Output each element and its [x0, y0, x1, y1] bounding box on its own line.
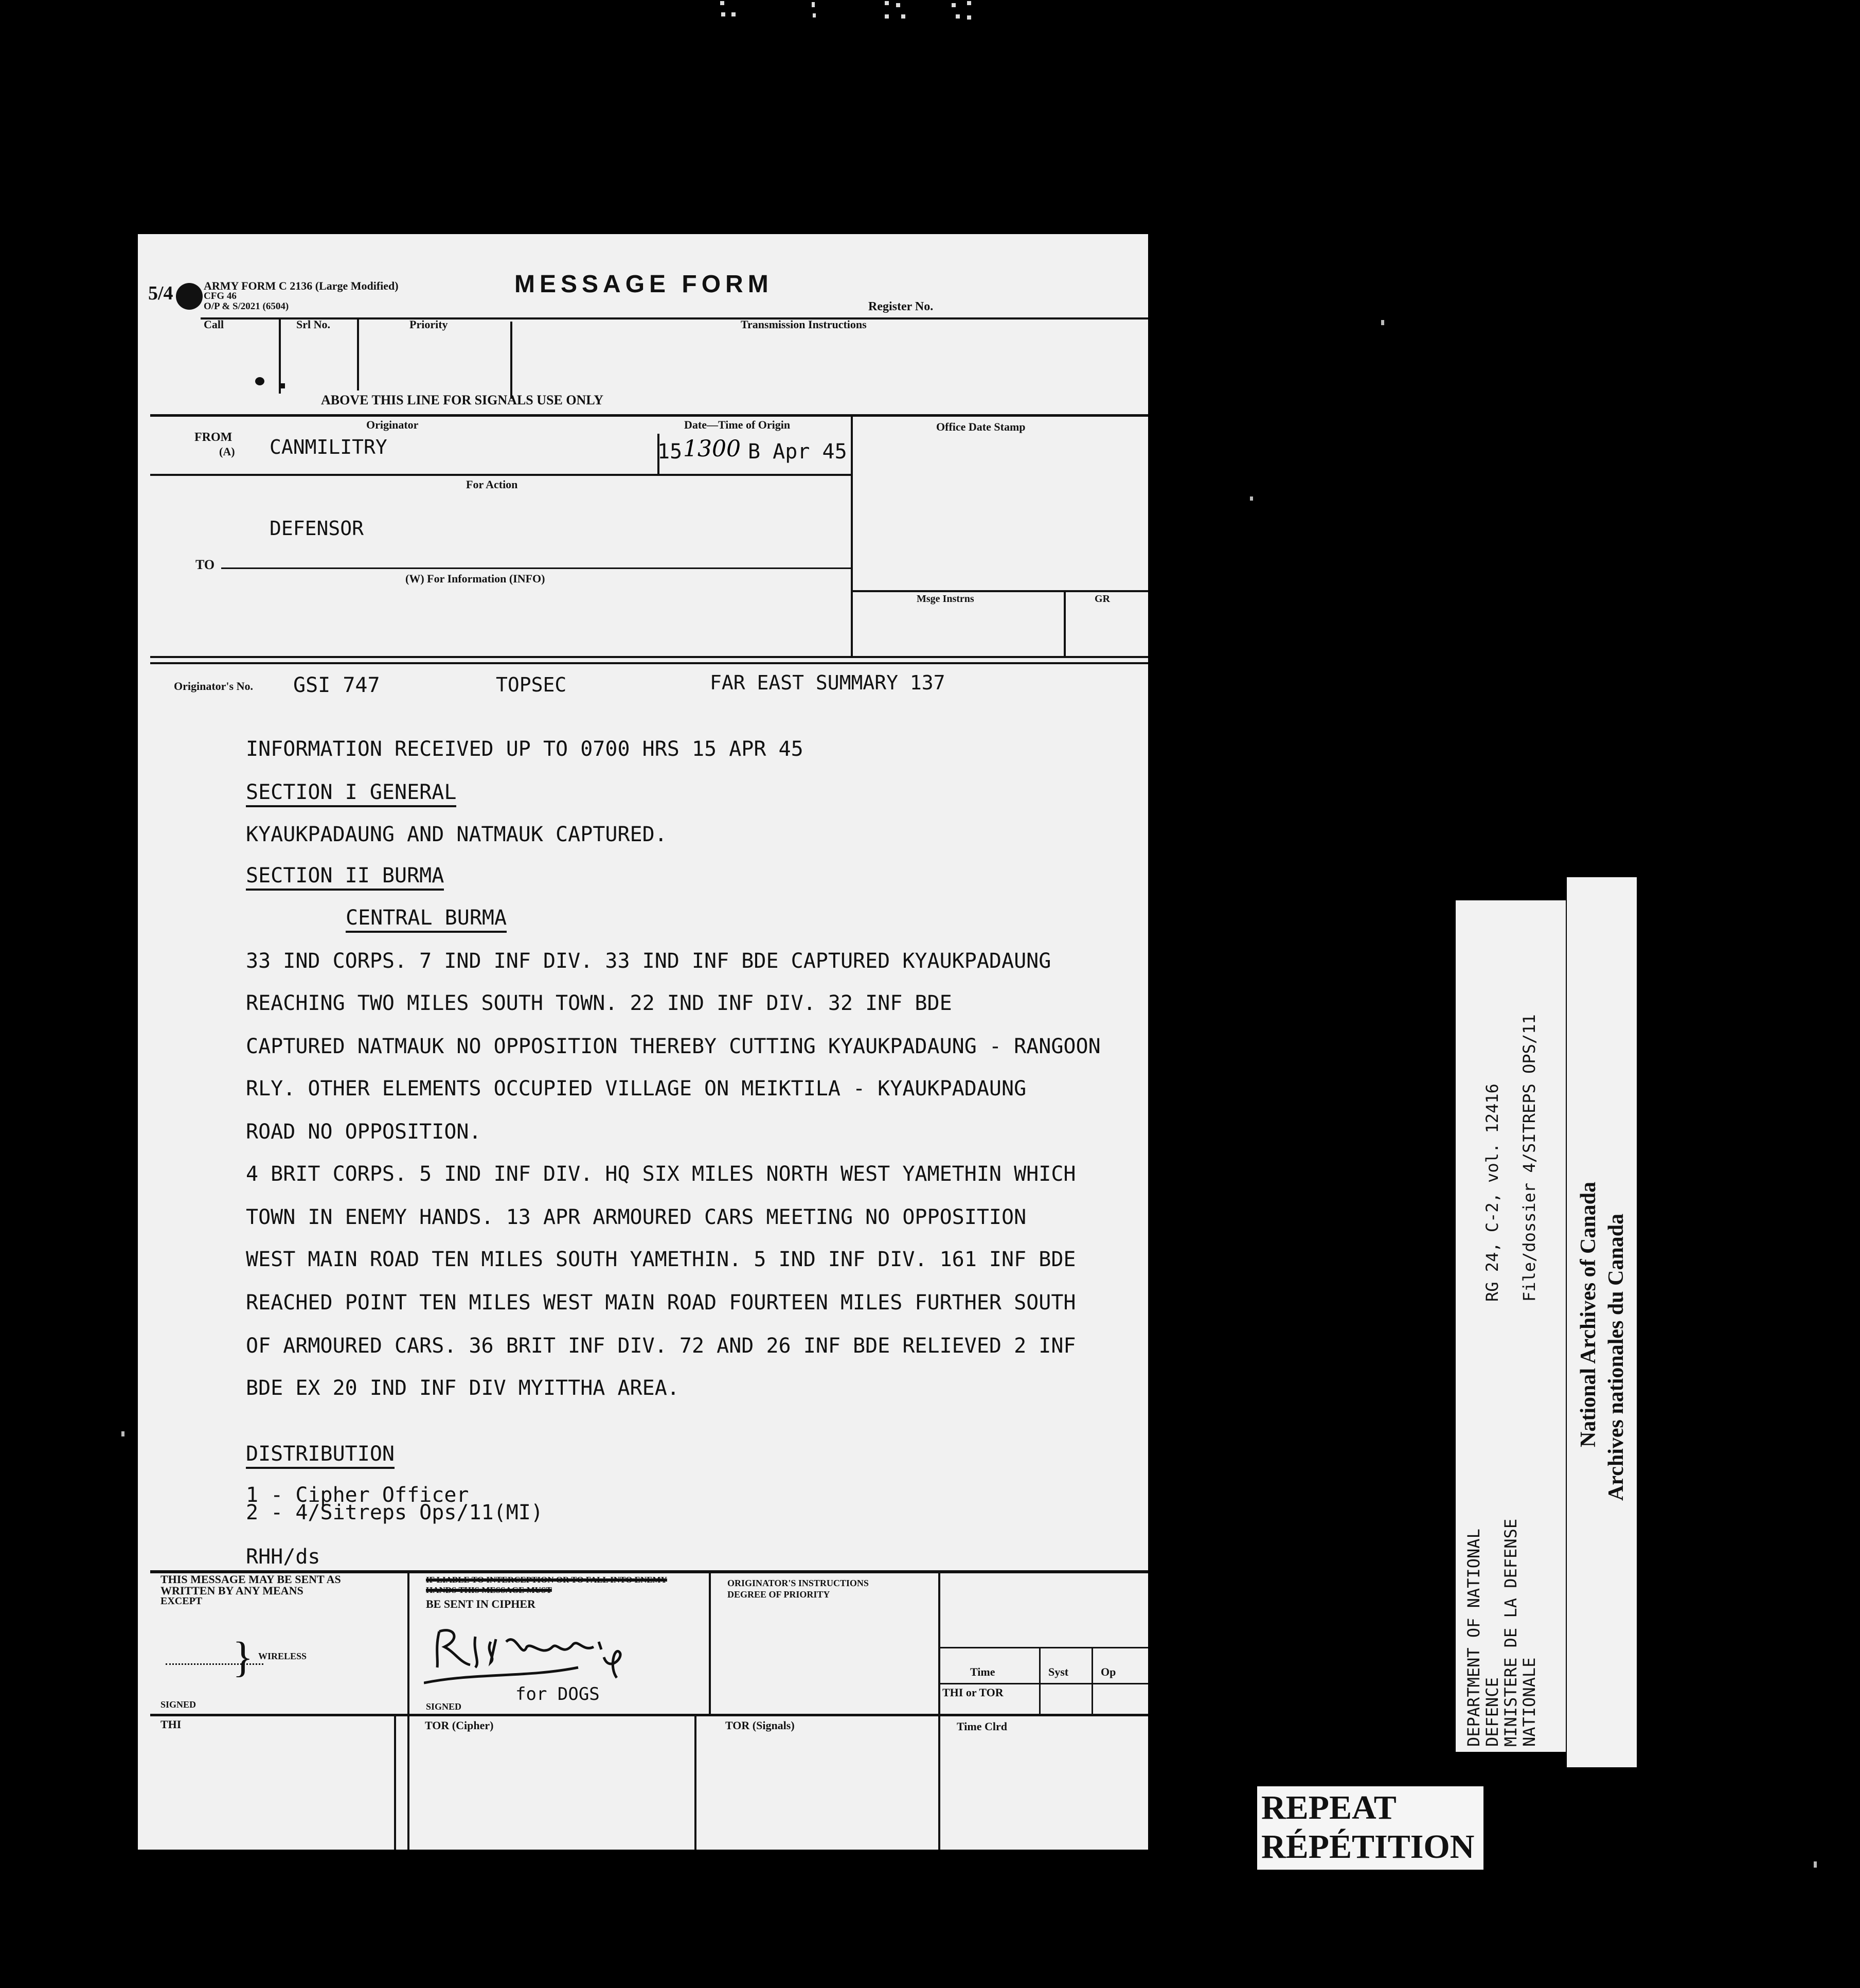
to-label: TO [195, 557, 215, 572]
section-2-heading: SECTION II BURMA [246, 864, 444, 887]
dto-day: 15 [657, 440, 683, 464]
form-title: MESSAGE FORM [514, 271, 773, 298]
record-group-ref: RG 24, C-2, vol. 12416 [1482, 1084, 1502, 1302]
army-form-number: ARMY FORM C 2136 (Large Modified) [204, 279, 399, 292]
transmission-instructions-label: Transmission Instructions [741, 318, 867, 331]
repeat-en: REPEAT [1261, 1789, 1397, 1826]
may-be-sent-line: EXCEPT [160, 1595, 203, 1607]
nac-french: Archives nationales du Canada [1604, 1213, 1628, 1501]
register-no-label: Register No. [868, 300, 934, 313]
para1-line: RLY. OTHER ELEMENTS OCCUPIED VILLAGE ON MEIKTILA - KYAUKPADAUNG [246, 1077, 1027, 1100]
para2-line: BDE EX 20 IND INF DIV MYITTHA AREA. [246, 1376, 679, 1400]
priority-label: Priority [409, 318, 448, 331]
summary-title: FAR EAST SUMMARY 137 [710, 671, 945, 694]
originators-instructions-label: ORIGINATOR'S INSTRUCTIONS [727, 1578, 869, 1588]
tor-signals-label: TOR (Signals) [725, 1719, 795, 1732]
may-be-sent-line: THIS MESSAGE MAY BE SENT AS [160, 1573, 341, 1586]
reference-initials: RHH/ds [246, 1545, 320, 1569]
tor-cipher-label: TOR (Cipher) [425, 1719, 494, 1732]
para1-line: CAPTURED NATMAUK NO OPPOSITION THEREBY CUTTING KYAUKPADAUNG - RANGOON [246, 1035, 1101, 1058]
scan-speck [121, 1431, 124, 1436]
brace: } [233, 1634, 254, 1681]
time-clrd-label: Time Clrd [957, 1720, 1007, 1733]
nac-english: National Archives of Canada [1577, 1181, 1600, 1447]
for-info-label: (W) For Information (INFO) [405, 572, 545, 585]
para2-line: 4 BRIT CORPS. 5 IND INF DIV. HQ SIX MILES NORTH WEST YAMETHIN WHICH [246, 1162, 1076, 1186]
degree-priority-label: DEGREE OF PRIORITY [727, 1589, 830, 1600]
dto-time-handwritten: 1300 [683, 436, 741, 462]
para1-line: ROAD NO OPPOSITION. [246, 1120, 481, 1144]
from-a-label: (A) [219, 445, 235, 458]
classification: TOPSEC [496, 673, 567, 696]
originator-value: CANMILITRY [270, 436, 387, 458]
cfg-code: CFG 46 [204, 291, 237, 301]
dept-line: DEFENCE [1482, 1677, 1502, 1747]
cipher-be-sent: BE SENT IN CIPHER [426, 1597, 535, 1610]
distribution-item: 2 - 4/Sitreps Ops/11(MI) [246, 1501, 543, 1524]
repeat-stamp [1257, 1786, 1483, 1870]
scan-artifact-dots [710, 0, 1060, 31]
para1-line: REACHING TWO MILES SOUTH TOWN. 22 IND INF DIV. 32 INF BDE [246, 991, 952, 1015]
originators-no-label: Originator's No. [174, 680, 253, 693]
ink-mark [280, 383, 285, 388]
call-label: Call [204, 318, 224, 331]
para2-line: OF ARMOURED CARS. 36 BRIT INF DIV. 72 AND 26 INF BDE RELIEVED 2 INF [246, 1334, 1076, 1358]
dept-line: MINISTERE DE LA DEFENSE [1501, 1518, 1521, 1747]
file-dossier-ref: File/dossier 4/SITREPS OPS/11 [1519, 1014, 1539, 1302]
originators-no-value: GSI 747 [293, 673, 380, 697]
dto-label: Date—Time of Origin [684, 418, 791, 431]
ink-blot [176, 283, 203, 310]
central-burma-heading: CENTRAL BURMA [346, 906, 507, 930]
gr-label: GR [1095, 593, 1110, 605]
thi-label: THI [160, 1718, 182, 1731]
handwritten-signature [424, 1611, 645, 1693]
national-archives-label [1567, 877, 1637, 1767]
archive-reference-label [1456, 900, 1566, 1752]
message-form-document [138, 234, 1148, 1850]
for-action-label: For Action [466, 478, 518, 491]
originator-label: Originator [366, 418, 419, 431]
op-label: Op [1101, 1665, 1116, 1678]
para1-line: 33 IND CORPS. 7 IND INF DIV. 33 IND INF BDE CAPTURED KYAUKPADAUNG [246, 949, 1051, 973]
scan-speck [1814, 1861, 1817, 1868]
from-label: FROM [194, 431, 233, 444]
distribution-item: 1 - Cipher Officer [246, 1483, 469, 1507]
cipher-instruction-struck: IF LIABLE TO INTERCEPTION OR TO FALL INTO ENEMY HANDS THIS MESSAGE MUST [426, 1575, 667, 1595]
section-1-heading: SECTION I GENERAL [246, 780, 456, 804]
repeat-fr: RÉPÉTITION [1261, 1828, 1475, 1866]
signals-use-line: ABOVE THIS LINE FOR SIGNALS USE ONLY [321, 393, 604, 407]
time-label: Time [970, 1665, 995, 1678]
signed-label: SIGNED [426, 1701, 462, 1712]
may-be-sent-line: WRITTEN BY ANY MEANS [160, 1584, 303, 1597]
para2-line: TOWN IN ENEMY HANDS. 13 APR ARMOURED CARS MEETING NO OPPOSITION [246, 1205, 1027, 1229]
file-mark: 5/4 [148, 282, 173, 304]
scan-speck [1381, 320, 1384, 325]
ink-mark [255, 377, 264, 385]
distribution-heading: DISTRIBUTION [246, 1442, 395, 1466]
para2-line: WEST MAIN ROAD TEN MILES SOUTH YAMETHIN. 5 IND INF DIV. 161 INF BDE [246, 1248, 1076, 1271]
section-1-text: KYAUKPADAUNG AND NATMAUK CAPTURED. [246, 823, 667, 846]
print-code: O/P & S/2021 (6504) [204, 301, 289, 312]
thi-or-tor-label: THI or TOR [942, 1686, 1004, 1699]
dept-line: DEPARTMENT OF NATIONAL [1464, 1529, 1483, 1747]
wireless-label: WIRELESS [258, 1651, 307, 1661]
dto-month: B Apr 45 [748, 440, 847, 464]
srl-no-label: Srl No. [296, 318, 330, 331]
para2-line: REACHED POINT TEN MILES WEST MAIN ROAD FOURTEEN MILES FURTHER SOUTH [246, 1291, 1076, 1315]
signed-label: SIGNED [160, 1699, 196, 1710]
info-received-line: INFORMATION RECEIVED UP TO 0700 HRS 15 APR 45 [246, 737, 803, 761]
for-dogs: for DOGS [515, 1684, 600, 1705]
office-date-stamp-label: Office Date Stamp [936, 420, 1026, 433]
for-action-value: DEFENSOR [270, 517, 364, 540]
dept-line: NATIONALE [1519, 1657, 1539, 1747]
scan-speck [1250, 496, 1253, 501]
syst-label: Syst [1048, 1665, 1069, 1678]
mage-instrns-label: Msge Instrns [917, 593, 974, 605]
